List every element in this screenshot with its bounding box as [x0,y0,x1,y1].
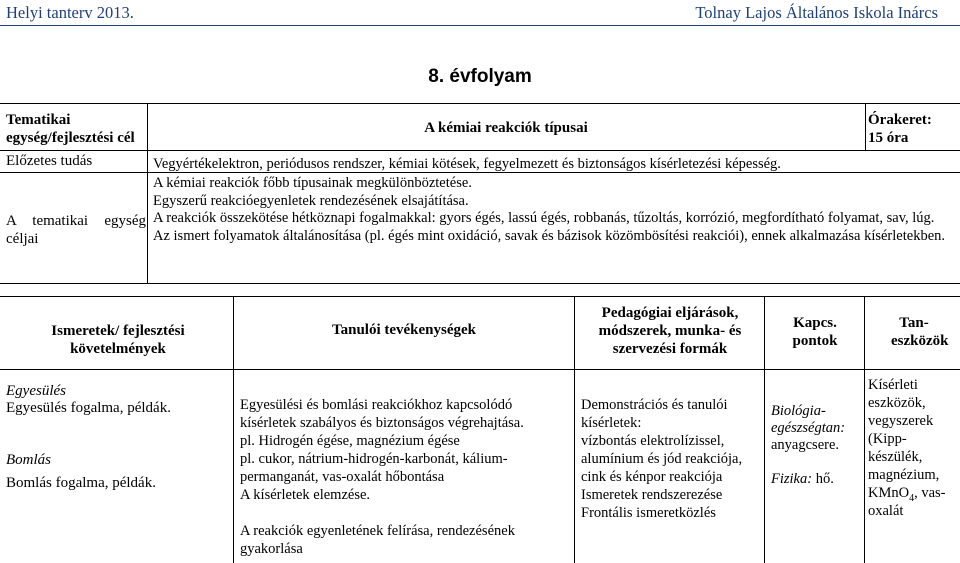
methods-cell [581,396,764,522]
col-header-knowledge: Ismeretek/ fejlesztési követelmények [51,323,185,357]
col-header-tools [868,314,960,350]
hours-block [868,111,958,147]
method-text: Frontális ismeretközlés [581,505,716,521]
knowledge-heading: Bomlás [6,452,51,468]
links-cell [771,403,863,488]
goal-item: Egyszerű reakcióegyenletek rendezésének elsajátítása. [153,192,469,209]
goals-list [153,175,955,246]
grid-line [865,103,866,150]
tools-cell [868,376,956,520]
prerequisites-text: Vegyértékelektron, periódusos rendszer, kémiai kötések, fegyelmezett és biztonságos kísérletezési képesség. [153,156,781,172]
col-header-links: Kapcs. pontok [792,315,838,349]
goals-label-text: A tematikai egység céljai [6,213,146,247]
grid-line [0,150,960,151]
activity-text: pl. cukor, nátrium-hidrogén-karbonát, kálium-permanganát, vas-oxalát hőbontása [240,451,508,485]
hours-label: Órakeret: [868,112,932,128]
method-text: Ismeretek rendszerezése [581,487,723,503]
grid-line [574,296,575,563]
formula-base: KMnO [868,485,910,501]
method-text: Demonstrációs és tanulói kísérletek: [581,397,728,431]
grid-line [764,296,765,563]
unit-title: A kémiai reakciók típusai [424,120,588,136]
grid-line [864,296,865,563]
knowledge-heading: Egyesülés [6,383,66,399]
goal-item: A reakciók összekötése hétköznapi fogalmakkal: gyors égés, lassú égés, robbanás, tűzoltás, korrózió, megfordítható folyamat, sav, lúg. [153,210,935,227]
method-text: vízbontás elektrolízissel, [581,433,725,449]
header-left: Helyi tanterv 2013. [6,3,134,22]
grid-line [0,283,960,284]
unit-label: Tematikai egység/fejlesztési cél [6,112,135,146]
method-text: alumínium és jód reakciója, [581,451,743,467]
grid-line [0,296,960,297]
col-header-activities: Tanulói tevékenységek [331,322,477,338]
header-rule [0,25,960,26]
prerequisites-label: Előzetes tudás [6,153,93,169]
knowledge-text: Egyesülés fogalma, példák. [6,400,171,416]
goals-label [6,212,146,248]
activities-cell [240,396,565,558]
activity-text: Egyesülési és bomlási reakciókhoz kapcsolódó kísérletek szabályos és biztonságos végrehajtása. [240,397,524,431]
activity-text: pl. Hidrogén égése, magnézium égése [240,433,460,449]
grid-line [0,103,960,104]
col-header-methods: Pedagógiai eljárások, módszerek, munka- és szervezési formák [598,305,742,357]
link-topic: anyagcsere. [771,437,840,453]
knowledge-text: Bomlás fogalma, példák. [6,475,156,491]
header-right: Tolnay Lajos Általános Iskola Inárcs [695,3,938,22]
tools-rest: , vas-oxalát [868,485,946,519]
activity-text: A reakciók egyenletének felírása, rendezésének gyakorlása [240,523,515,557]
tools-formula [868,484,956,520]
link-fizika [771,471,863,488]
method-text: cink és kénpor reakciója [581,469,723,485]
goal-item: A kémiai reakciók főbb típusainak megkülönböztetése. [153,175,472,191]
grade-title: 8. évfolyam [428,66,532,87]
link-subject: Fizika: [771,471,813,487]
grid-line [0,369,960,370]
col-header-tools-text: Tan-eszközök [891,315,949,349]
hours-value: 15 óra [868,130,909,146]
link-topic: hő. [815,471,834,487]
goal-item: Az ismert folyamatok általánosítása (pl. égés mint oxidáció, savak és bázisok közömbösítési reakciói), ennek alkalmazása kísérletekben. [153,228,945,245]
activity-text: A kísérletek elemzése. [240,487,371,503]
formula-sub: 4 [909,492,915,504]
link-subject: Biológia-egészségtan: [771,403,846,436]
tools-text: Kísérleti eszközök, vegyszerek (Kipp-készülék, magnézium, [868,377,940,483]
knowledge-cell [6,383,231,492]
